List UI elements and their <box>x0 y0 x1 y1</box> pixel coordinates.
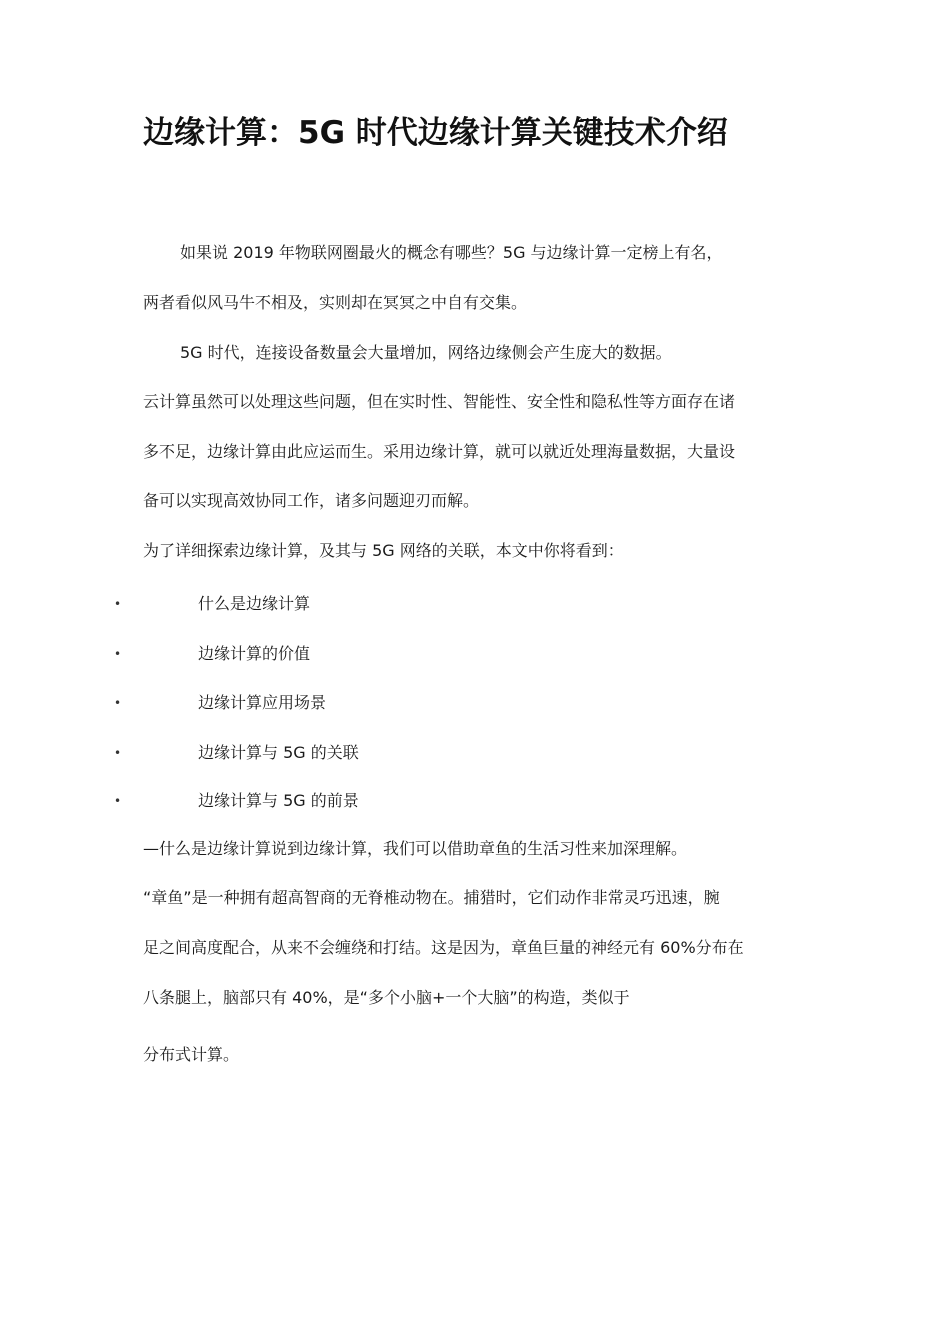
paragraph-line: 两者看似风马牛不相及，实则却在冥冥之中自有交集。 <box>143 293 528 312</box>
bullet-item: 边缘计算与 5G 的前景 <box>198 791 359 810</box>
bullet-item: 边缘计算与 5G 的关联 <box>198 743 359 762</box>
paragraph-line: 多不足，边缘计算由此应运而生。采用边缘计算，就可以就近处理海量数据，大量设 <box>143 442 736 461</box>
paragraph-line: 备可以实现高效协同工作，诸多问题迎刃而解。 <box>143 491 480 510</box>
body-line: “章鱼”是一种拥有超高智商的无脊椎动物在。捕猎时，它们动作非常灵巧迅速，腕 <box>143 888 720 907</box>
paragraph-line: 如果说 2019 年物联网圈最火的概念有哪些？5G 与边缘计算一定榜上有名， <box>180 243 723 262</box>
bullet-item: 边缘计算应用场景 <box>198 693 327 712</box>
bullet-marker: • <box>114 597 122 611</box>
bullet-item: 什么是边缘计算 <box>198 594 311 613</box>
paragraph-line: 云计算虽然可以处理这些问题，但在实时性、智能性、安全性和隐私性等方面存在诸 <box>143 392 736 411</box>
bullet-marker: • <box>114 647 122 661</box>
paragraph-line: 5G 时代，连接设备数量会大量增加，网络边缘侧会产生庞大的数据。 <box>180 343 672 362</box>
bullet-item: 边缘计算的价值 <box>198 644 311 663</box>
paragraph-line: 为了详细探索边缘计算，及其与 5G 网络的关联，本文中你将看到： <box>143 541 624 560</box>
body-line: 八条腿上，脑部只有 40%，是“多个小脑+一个大脑”的构造，类似于 <box>143 988 630 1007</box>
body-line: —什么是边缘计算说到边缘计算，我们可以借助章鱼的生活习性来加深理解。 <box>143 839 688 858</box>
bullet-marker: • <box>114 794 122 808</box>
document-title: 边缘计算：5G 时代边缘计算关键技术介绍 <box>143 115 728 151</box>
bullet-marker: • <box>114 746 122 760</box>
body-line: 足之间高度配合，从来不会缠绕和打结。这是因为，章鱼巨量的神经元有 60%分布在 <box>143 938 744 957</box>
bullet-marker: • <box>114 696 122 710</box>
body-line: 分布式计算。 <box>143 1045 240 1064</box>
